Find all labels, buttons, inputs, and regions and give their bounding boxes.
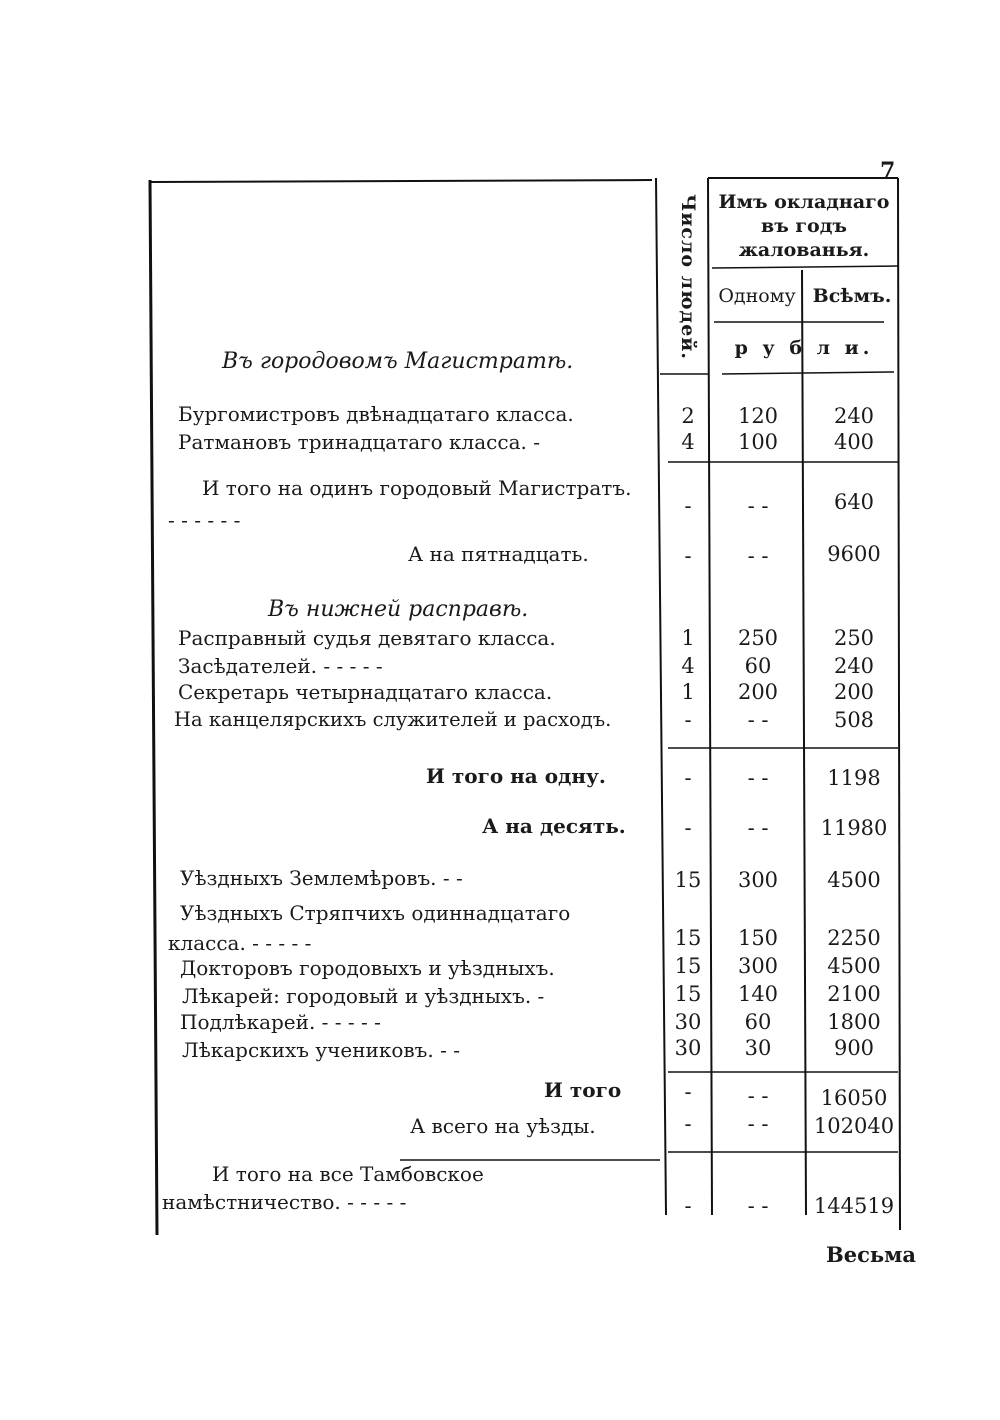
row-count-6: 1 bbox=[681, 680, 695, 704]
row-one-18: - - bbox=[747, 1194, 769, 1218]
row-one-8: - - bbox=[747, 766, 769, 790]
row-one-13: 140 bbox=[737, 982, 779, 1006]
row-one-3: - - bbox=[747, 544, 769, 568]
row-all-13: 2100 bbox=[827, 982, 881, 1006]
hdr-rule-4 bbox=[722, 372, 894, 374]
row-one-7: - - bbox=[747, 708, 769, 732]
top-rule-left bbox=[150, 180, 652, 182]
row-all-16: 16050 bbox=[820, 1086, 888, 1110]
row-all-12: 4500 bbox=[827, 954, 881, 978]
header-all: Всѣмъ. bbox=[812, 285, 892, 307]
row-count-7: - bbox=[684, 708, 692, 732]
row-count-3: - bbox=[684, 544, 692, 568]
row-count-0: 2 bbox=[681, 404, 695, 428]
row-count-17: - bbox=[684, 1112, 692, 1136]
row-all-8: 1198 bbox=[827, 766, 881, 790]
row-count-15: 30 bbox=[674, 1036, 702, 1060]
row-all-5: 240 bbox=[833, 654, 875, 678]
row-label-10: Уѣздныхъ Землемѣровъ. - - bbox=[180, 866, 463, 890]
header-count-label: Число людей. bbox=[677, 193, 699, 361]
row-one-10: 300 bbox=[737, 868, 779, 892]
row-one-2: - - bbox=[747, 494, 769, 518]
row-all-15: 900 bbox=[833, 1036, 875, 1060]
hdr-rule-1 bbox=[712, 266, 898, 268]
page-number: 7 bbox=[880, 158, 896, 184]
row-label-15: Лѣкарскихъ учениковъ. - - bbox=[182, 1038, 460, 1062]
row-count-8: - bbox=[684, 766, 692, 790]
row-one-0: 120 bbox=[737, 404, 779, 428]
row-all-18: 144519 bbox=[813, 1194, 895, 1218]
row-label-11: Уѣздныхъ Стряпчихъ одиннадцатаго класса. - - - - - bbox=[168, 901, 571, 955]
row-all-11: 2250 bbox=[827, 926, 881, 950]
row-label-14: Подлѣкарей. - - - - - bbox=[180, 1010, 381, 1034]
row-one-14: 60 bbox=[744, 1010, 772, 1034]
row-all-9: 11980 bbox=[820, 816, 888, 840]
row-label-13: Лѣкарей: городовый и уѣздныхъ. - bbox=[182, 984, 545, 1008]
row-label-4: Расправный судья девятаго класса. bbox=[178, 626, 556, 650]
row-all-3: 9600 bbox=[827, 542, 881, 566]
row-all-6: 200 bbox=[833, 680, 875, 704]
row-all-2: 640 bbox=[833, 490, 875, 514]
row-count-2: - bbox=[684, 494, 692, 518]
row-count-16: - bbox=[684, 1080, 692, 1104]
row-count-18: - bbox=[684, 1194, 692, 1218]
row-all-7: 508 bbox=[833, 708, 875, 732]
row-count-4: 1 bbox=[681, 626, 695, 650]
row-all-0: 240 bbox=[833, 404, 875, 428]
row-label-12: Докторовъ городовыхъ и уѣздныхъ. bbox=[180, 956, 555, 980]
section-title-rasprava: Въ нижней расправѣ. bbox=[268, 597, 529, 622]
row-one-5: 60 bbox=[744, 654, 772, 678]
row-count-5: 4 bbox=[681, 654, 695, 678]
header-salary: Имъ окладнаго въ годъ жалованья. bbox=[718, 191, 890, 261]
row-all-14: 1800 bbox=[827, 1010, 881, 1034]
row-label-16: И того bbox=[544, 1078, 622, 1102]
row-label-3: А на пятнадцать. bbox=[408, 542, 589, 566]
row-label-0: Бургомистровъ двѣнадцатаго класса. bbox=[178, 402, 574, 426]
row-one-9: - - bbox=[747, 816, 769, 840]
row-one-16: - - bbox=[747, 1084, 769, 1108]
row-count-13: 15 bbox=[674, 982, 702, 1006]
section-title-magistrat: Въ городовомъ Магистратѣ. bbox=[222, 349, 574, 374]
row-label-7: На канцелярскихъ служителей и расходъ. bbox=[174, 708, 612, 731]
row-label-17: А всего на уѣзды. bbox=[410, 1114, 596, 1138]
row-label-5: Засѣдателей. - - - - - bbox=[178, 654, 383, 678]
row-count-1: 4 bbox=[681, 430, 695, 454]
catchword: Весьма bbox=[826, 1242, 916, 1267]
row-label-18: И того на все Тамбовское намѣстничество. - - - - - bbox=[162, 1162, 484, 1214]
row-count-14: 30 bbox=[674, 1010, 702, 1034]
row-all-17: 102040 bbox=[813, 1114, 895, 1138]
row-label-8: И того на одну. bbox=[426, 764, 606, 788]
row-count-10: 15 bbox=[674, 868, 702, 892]
col-rule-2 bbox=[708, 178, 712, 1215]
col-rule-1 bbox=[656, 178, 666, 1215]
row-one-6: 200 bbox=[737, 680, 779, 704]
col-rule-4 bbox=[898, 178, 900, 1230]
row-label-9: А на десять. bbox=[482, 814, 626, 838]
row-one-11: 150 bbox=[737, 926, 779, 950]
col-rule-3 bbox=[802, 270, 806, 1215]
header-one: Одному bbox=[718, 285, 796, 307]
row-all-10: 4500 bbox=[827, 868, 881, 892]
row-count-11: 15 bbox=[674, 926, 702, 950]
row-one-15: 30 bbox=[744, 1036, 772, 1060]
row-one-12: 300 bbox=[737, 954, 779, 978]
row-one-1: 100 bbox=[737, 430, 779, 454]
row-label-1: Ратмановъ тринадцатаго класса. - bbox=[178, 430, 540, 454]
header-currency: р у б л и. bbox=[734, 337, 874, 359]
row-all-1: 400 bbox=[833, 430, 875, 454]
row-count-9: - bbox=[684, 816, 692, 840]
left-border bbox=[150, 180, 157, 1235]
row-all-4: 250 bbox=[833, 626, 875, 650]
header-count-column bbox=[668, 182, 708, 372]
row-label-6: Секретарь четырнадцатаго класса. bbox=[178, 680, 553, 704]
row-count-12: 15 bbox=[674, 954, 702, 978]
row-label-2: И того на одинъ городовый Магистратъ. - - - - - - bbox=[168, 476, 632, 532]
row-one-4: 250 bbox=[737, 626, 779, 650]
row-one-17: - - bbox=[747, 1112, 769, 1136]
